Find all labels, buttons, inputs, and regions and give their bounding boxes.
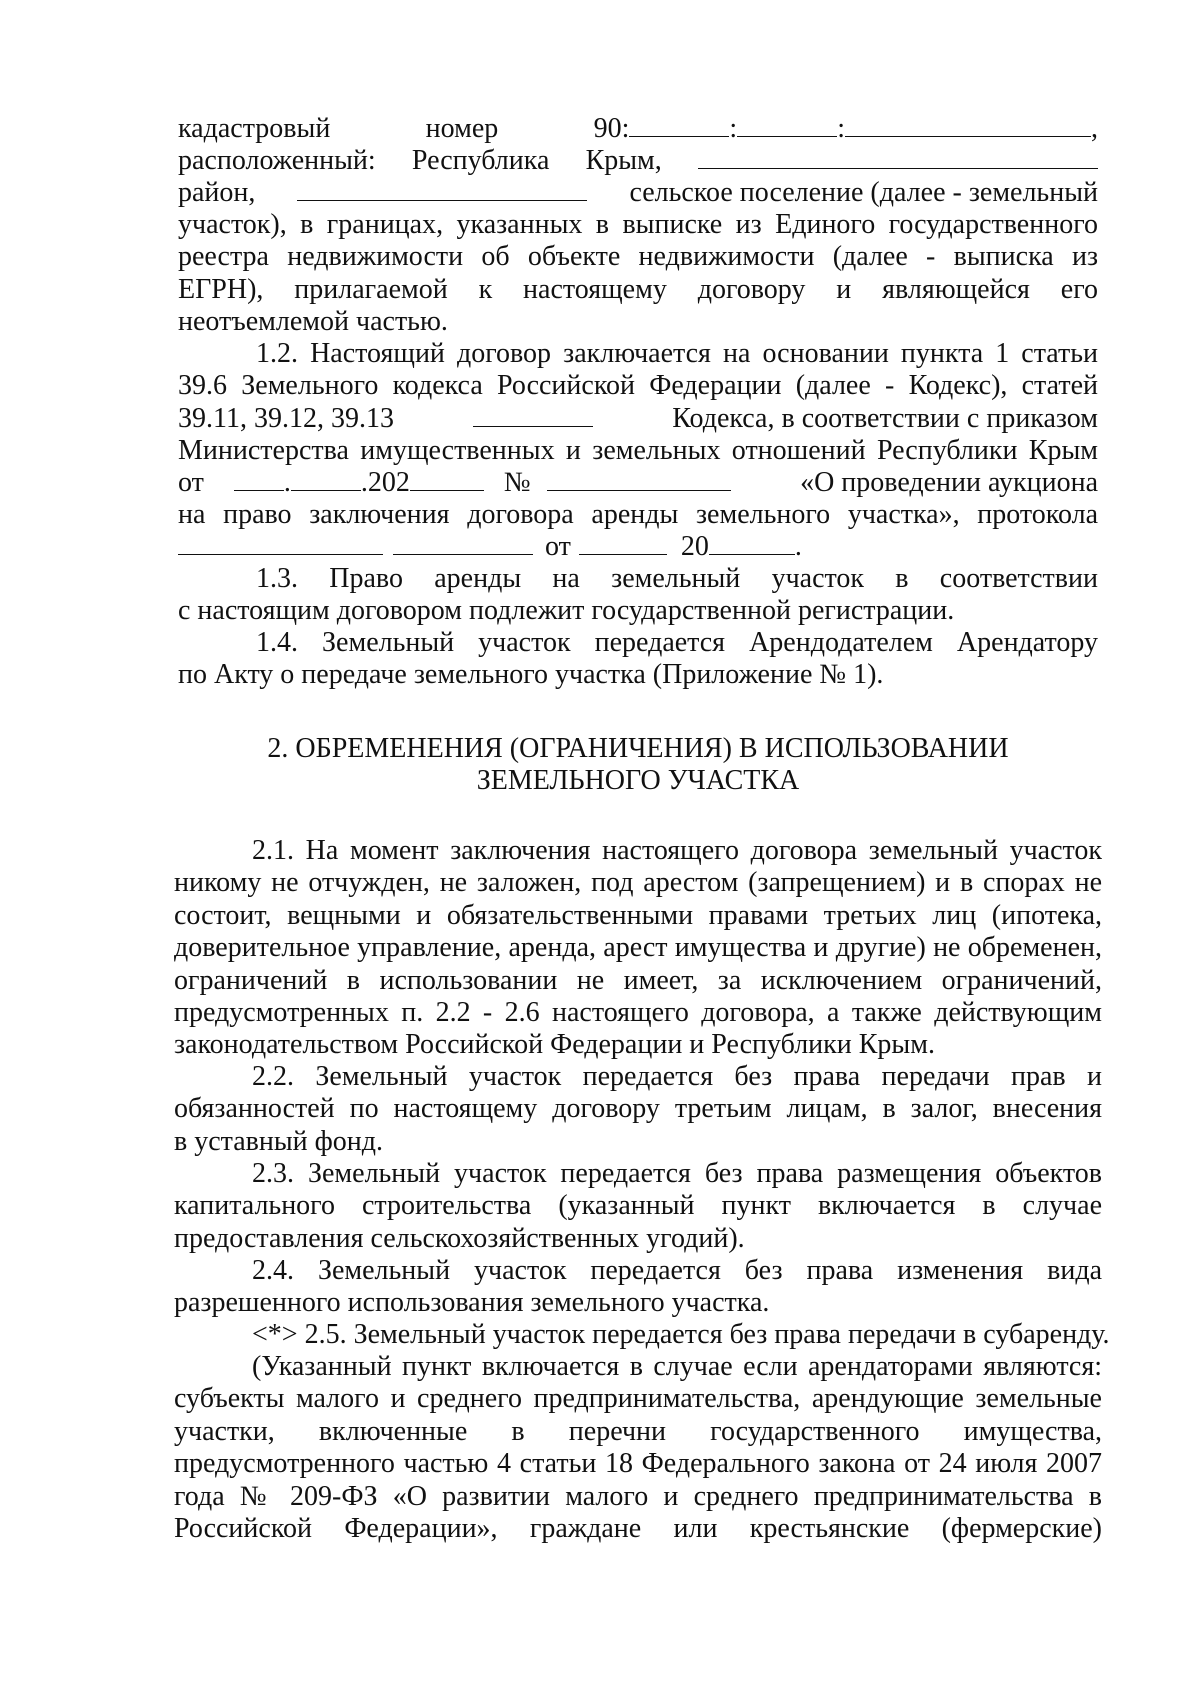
blank-protocol-date bbox=[579, 532, 667, 555]
blank-field bbox=[737, 114, 837, 137]
cadastral-prefix: 90: bbox=[593, 113, 630, 144]
paragraph-1-3-line1: 1.3. Право аренды на земельный участок в соответствии bbox=[256, 563, 1098, 594]
paragraph-1-2-line6: на право заключения договора аренды земельного участка», протокола bbox=[178, 499, 1098, 530]
word-ot: от bbox=[545, 531, 571, 562]
blank-field bbox=[845, 114, 1091, 137]
paragraph-2-5-note: (Указанный пункт включается в случае если арендаторами являются: субъекты малого и среднего предпринимательства, арендующие земельные участки, включенные в перечни государственного имущества, предусмотренного частью 4 статьи 18 Федерального закона от 24 июля 2007 года № 209-ФЗ «О развитии малого и среднего предпринимательства в Российской Федерации», граждане или крестьянские (фермерские) bbox=[174, 1351, 1102, 1545]
comma: , bbox=[1090, 113, 1098, 144]
word-krym: Крым, bbox=[585, 145, 662, 176]
paragraph-2-1-body: 2.1. На момент заключения настоящего договора земельный участок никому не отчужден, не заложен, под арестом (запрещением) и в спорах не состоит, вещными и обязательственными правами третьих лиц (ипотека, доверительное управление, аренда, арест имущества и другие) не обременен, ограничений в использовании не имеет, за исключением ограничений, предусмотренных п. 2.2 - 2.6 настоящего договора, а также действующим bbox=[174, 835, 1102, 1029]
paragraph-1-2-line3 bbox=[178, 403, 1098, 435]
paragraph-2-2-last: в уставный фонд. bbox=[174, 1126, 384, 1157]
paragraph-2-4-body: 2.4. Земельный участок передается без права изменения вида bbox=[252, 1255, 1102, 1286]
blank-month bbox=[291, 468, 361, 491]
blank-field bbox=[297, 178, 587, 201]
district-line bbox=[178, 177, 1098, 209]
section-2-heading-line2: ЗЕМЕЛЬНОГО УЧАСТКА bbox=[476, 765, 800, 796]
blank-protocol-year bbox=[709, 532, 795, 555]
blank-day bbox=[234, 468, 284, 491]
paragraph-1-1-body: участок), в границах, указанных в выписке из Единого государственного реестра недвижимости об объекте недвижимости (далее - выписка из ЕГРН), прилагаемой к настоящему договору и являющейся его bbox=[178, 209, 1098, 305]
order-title-start: «О проведении аукциона bbox=[800, 467, 1098, 498]
blank-order-number bbox=[547, 468, 731, 491]
paragraph-1-2-start: 1.2. Настоящий договор заключается на основании пункта 1 статьи 39.6 Земельного кодекса Российской Федерации (далее - Кодекс), статей bbox=[178, 338, 1098, 402]
paragraph-1-2-line7 bbox=[178, 531, 1098, 563]
colon-separator: : bbox=[729, 113, 738, 144]
paragraph-1-2-line4: Министерства имущественных и земельных отношений Республики Крым bbox=[178, 435, 1098, 466]
blank-protocol-number bbox=[393, 532, 533, 555]
cadastral-fields bbox=[594, 113, 1098, 145]
word-raion: район, bbox=[178, 177, 256, 208]
codex-order-text: Кодекса, в соответствии с приказом bbox=[672, 403, 1098, 434]
paragraph-2-4-last: разрешенного использования земельного участка. bbox=[174, 1287, 770, 1318]
colon-separator: : bbox=[837, 113, 845, 144]
paragraph-1-4-line1: 1.4. Земельный участок передается Арендодателем Арендатору bbox=[256, 627, 1098, 658]
location-line bbox=[178, 145, 1098, 177]
paragraph-1-4-line2: по Акту о передаче земельного участка (Приложение № 1). bbox=[178, 659, 884, 690]
paragraph-2-5: <*> 2.5. Земельный участок передается без права передачи в субаренду. bbox=[252, 1319, 1110, 1350]
blank-field bbox=[473, 404, 593, 427]
paragraph-2-2-body: 2.2. Земельный участок передается без права передачи прав и обязанностей по настоящему договору третьим лицам, в залог, внесения bbox=[174, 1061, 1102, 1125]
blank-field bbox=[629, 114, 729, 137]
paragraph-2-3-body: 2.3. Земельный участок передается без права размещения объектов капитального строительства (указанный пункт включается в случае bbox=[174, 1158, 1102, 1222]
number-sign: № bbox=[503, 467, 531, 498]
paragraph-1-2-line5 bbox=[178, 467, 1098, 499]
blank-field bbox=[698, 146, 1098, 169]
year-20: 20 bbox=[680, 531, 709, 562]
word-kadastrovyi: кадастровый bbox=[178, 113, 331, 144]
word-ot: от bbox=[178, 467, 204, 498]
blank-protocol bbox=[178, 532, 383, 555]
word-respublika: Республика bbox=[411, 145, 550, 176]
word-nomer: номер bbox=[425, 113, 499, 144]
year-prefix: .202 bbox=[360, 467, 410, 498]
blank-year bbox=[410, 468, 484, 491]
paragraph-2-1-last: законодательством Российской Федерации и Республики Крым. bbox=[174, 1029, 935, 1060]
settlement-text: сельское поселение (далее - земельный bbox=[629, 177, 1098, 208]
section-2-heading-line1: 2. ОБРЕМЕНЕНИЯ (ОГРАНИЧЕНИЯ) В ИСПОЛЬЗОВАНИИ bbox=[267, 733, 1009, 764]
paragraph-1-1-last: неотъемлемой частью. bbox=[178, 306, 448, 337]
paragraph-1-3-line2: с настоящим договором подлежит государственной регистрации. bbox=[178, 595, 955, 626]
article-numbers: 39.11, 39.12, 39.13 bbox=[178, 403, 394, 434]
cadastral-number-line bbox=[178, 113, 1098, 145]
dot: . bbox=[794, 531, 802, 562]
paragraph-2-3-last: предоставления сельскохозяйственных угодий). bbox=[174, 1223, 745, 1254]
word-raspolozhennyi: расположенный: bbox=[178, 145, 376, 176]
dot: . bbox=[283, 467, 291, 498]
